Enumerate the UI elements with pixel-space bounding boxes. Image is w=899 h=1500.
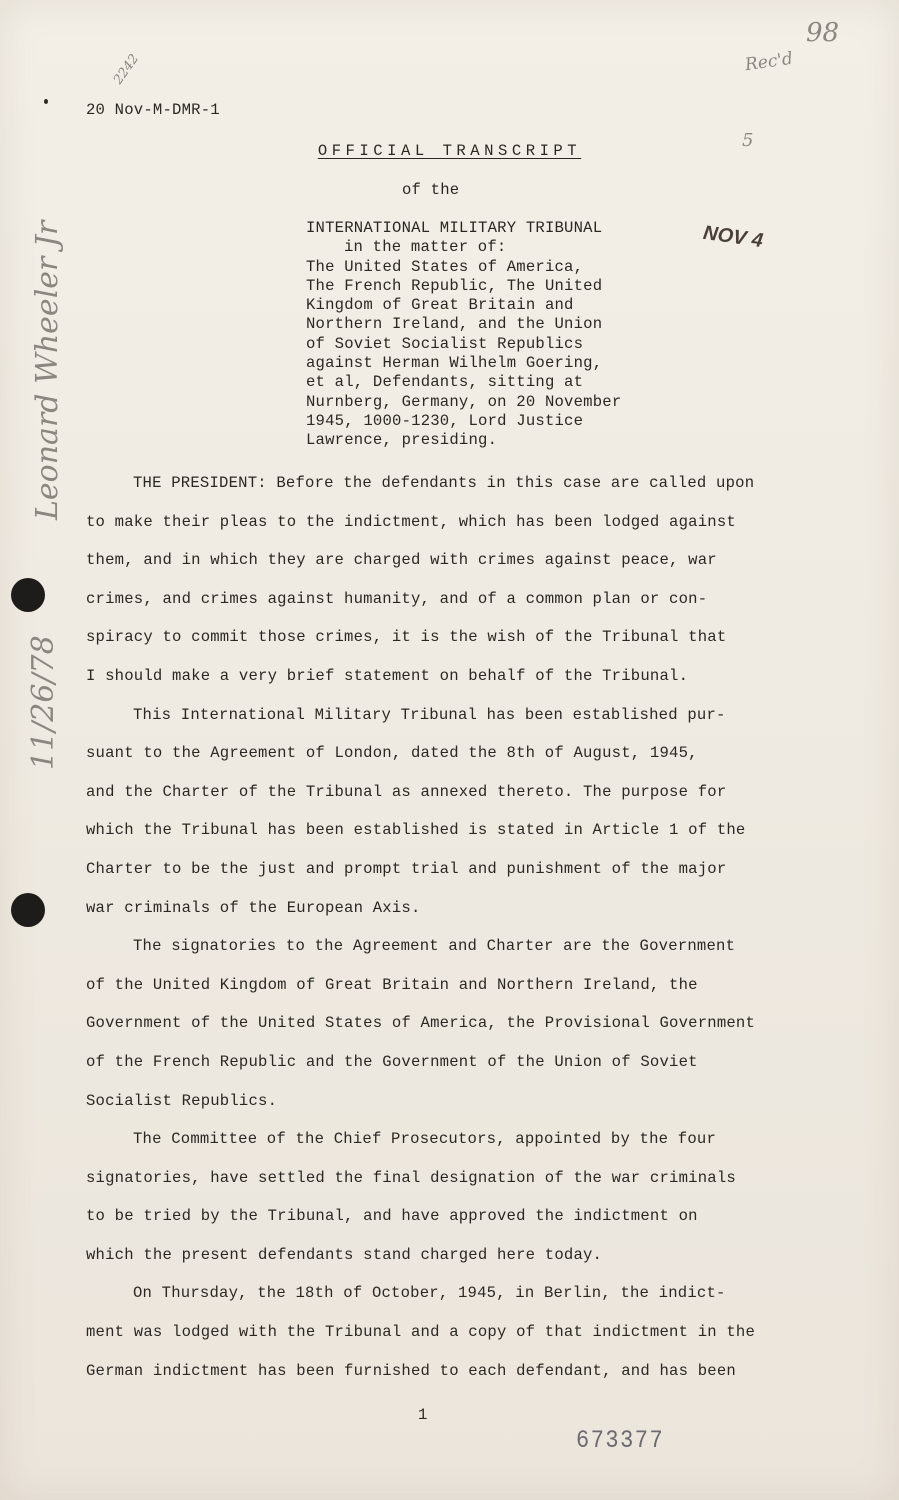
body-line: ment was lodged with the Tribunal and a copy of that indictment in the: [86, 1323, 756, 1342]
body-line: to be tried by the Tribunal, and have approved the indictment on: [86, 1207, 698, 1226]
body-line: of the French Republic and the Government of the Union of Soviet: [86, 1052, 698, 1071]
of-the-text: of the: [402, 181, 460, 199]
page-number: 1: [418, 1406, 428, 1424]
caption-line: et al, Defendants, sitting at: [306, 373, 584, 392]
caption-line: against Herman Wilhelm Goering,: [306, 354, 603, 373]
pencil-note-top-left: 2242: [110, 51, 143, 88]
caption-line: INTERNATIONAL MILITARY TRIBUNAL: [306, 219, 603, 237]
caption-line: Lawrence, presiding.: [306, 431, 498, 450]
pencil-note-digit: 5: [742, 130, 754, 151]
date-stamp: NOV 4: [701, 221, 765, 253]
body-line: Charter to be the just and prompt trial and punishment of the major: [86, 859, 727, 878]
body-line: This International Military Tribunal has been established pur-: [133, 705, 726, 724]
pencil-note-page-count: 98: [806, 18, 840, 48]
pencil-date: 11/26/78: [26, 635, 61, 770]
body-line: On Thursday, the 18th of October, 1945, in Berlin, the indict-: [133, 1284, 726, 1303]
pencil-signature: Leonard Wheeler Jr: [30, 220, 65, 520]
caption-line: 1945, 1000-1230, Lord Justice: [306, 411, 584, 430]
document-title: [0, 142, 899, 160]
ink-dot: [44, 99, 48, 104]
punch-hole-upper: [11, 578, 45, 612]
caption-line: The French Republic, The United: [306, 276, 603, 295]
body-line: them, and in which they are charged with crimes against peace, war: [86, 551, 717, 570]
body-line: spiracy to commit those crimes, it is the wish of the Tribunal that: [86, 628, 727, 647]
document-id: 20 Nov-M-DMR-1: [86, 101, 220, 119]
body-line: I should make a very brief statement on behalf of the Tribunal.: [86, 666, 689, 685]
body-line: The Committee of the Chief Prosecutors, appointed by the four: [133, 1130, 717, 1149]
archive-stamp-number: 673377: [576, 1426, 665, 1455]
body-line: which the Tribunal has been established is stated in Article 1 of the: [86, 821, 746, 840]
body-line: which the present defendants stand charged here today.: [86, 1245, 603, 1264]
caption-line: Nurnberg, Germany, on 20 November: [306, 392, 622, 411]
caption-line: Northern Ireland, and the Union: [306, 315, 603, 334]
body-line: crimes, and crimes against humanity, and of a common plan or con-: [86, 589, 708, 608]
body-line: war criminals of the European Axis.: [86, 898, 421, 917]
body-line: THE PRESIDENT: Before the defendants in this case are called upon: [133, 474, 755, 492]
pencil-note-received: Rec'd: [743, 48, 795, 76]
body-line: and the Charter of the Tribunal as annexed thereto. The purpose for: [86, 782, 727, 801]
document-title-text: OFFICIAL TRANSCRIPT: [317, 142, 582, 160]
body-line: suant to the Agreement of London, dated the 8th of August, 1945,: [86, 744, 698, 763]
body-line: German indictment has been furnished to each defendant, and has been: [86, 1361, 736, 1380]
transcript-body: [86, 464, 776, 1390]
caption-line: Kingdom of Great Britain and: [306, 296, 574, 315]
body-line: The signatories to the Agreement and Charter are the Government: [133, 937, 736, 956]
body-line: Socialist Republics.: [86, 1091, 278, 1110]
body-line: of the United Kingdom of Great Britain and Northern Ireland, the: [86, 975, 698, 994]
caption-line: The United States of America,: [306, 257, 584, 276]
body-line: Government of the United States of America, the Provisional Government: [86, 1014, 756, 1033]
case-caption: [306, 219, 621, 451]
caption-line: of Soviet Socialist Republics: [306, 334, 584, 353]
caption-line: in the matter of:: [344, 238, 507, 257]
punch-hole-lower: [11, 893, 45, 927]
body-line: to make their pleas to the indictment, which has been lodged against: [86, 512, 736, 531]
body-line: signatories, have settled the final designation of the war criminals: [86, 1168, 736, 1187]
